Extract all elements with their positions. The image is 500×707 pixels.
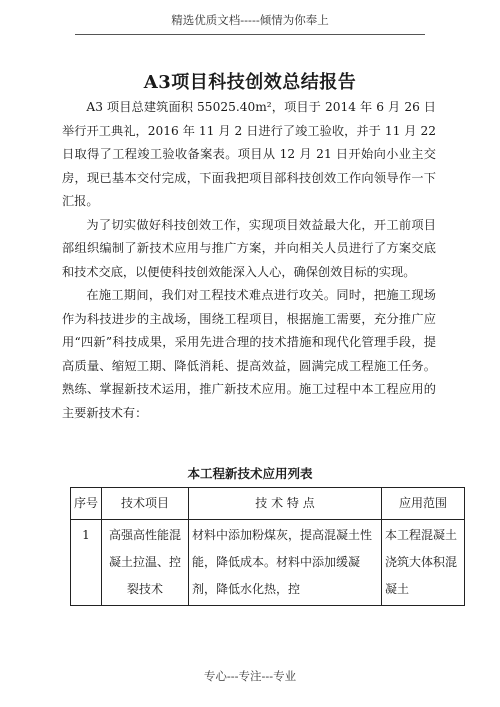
technology-table [70,487,465,606]
paragraph-project-overview: A3 项目总建筑面积 55025.40m²，项目于 2014 年 6 月 26 日举行开工典礼，2016 年 11 月 2 日进行了竣工验收，并于 11 月 22 日取得了工程竣工验收备案表。项目从 12 月 21 日开始向小业主交房，现已基本交付完成，下面我把项目部科技创效工作向领导作一下汇报。 [62,100,436,208]
table-row [71,520,465,606]
paragraph-construction: 在施工期间，我们对工程技术难点进行攻关。同时，把施工现场作为科技进步的主战场，围绕工程项目，根据施工需要，充分推广应用“四新”科技成果，采用先进合理的技术措施和现代化管理手段，提高质量、缩短工期、降低消耗、提高效益，圆满完成工程施工任务。熟练、掌握新技术运用，推广新技术应用。施工过程中本工程应用的主要新技术有： [62,288,436,420]
row-tech-item: 高强高性能混凝土拉温、控裂技术 [102,520,189,606]
paragraph-preparation: 为了切实做好科技创效工作，实现项目效益最大化，开工前项目部组织编制了新技术应用与推广方案，并向相关人员进行了方案交底和技术交底，以便使科技创效能深入人心，确保创效目标的实现。 [62,217,436,279]
column-header-features: 技 术 特 点 [189,488,382,520]
table-title: 本工程新技术应用列表 [187,466,313,481]
row-number: 1 [71,520,102,606]
page-header: 精选优质文档-----倾情为你奉上 [171,13,329,27]
column-header-item: 技术项目 [102,488,189,520]
column-header-scope: 应用范围 [382,488,465,520]
row-application-scope: 本工程混凝土浇筑大体积混凝土 [382,520,465,606]
report-body [62,96,436,425]
table-header-row [71,488,465,520]
column-header-no: 序号 [71,488,102,520]
page-footer: 专心---专注---专业 [203,669,297,683]
row-tech-features: 材料中添加粉煤灰，提高混凝土性能，降低成本。材料中添加缓凝剂，降低水化热，控 [189,520,382,606]
report-title: A3项目科技创效总结报告 [143,72,357,93]
header-divider [75,34,425,35]
